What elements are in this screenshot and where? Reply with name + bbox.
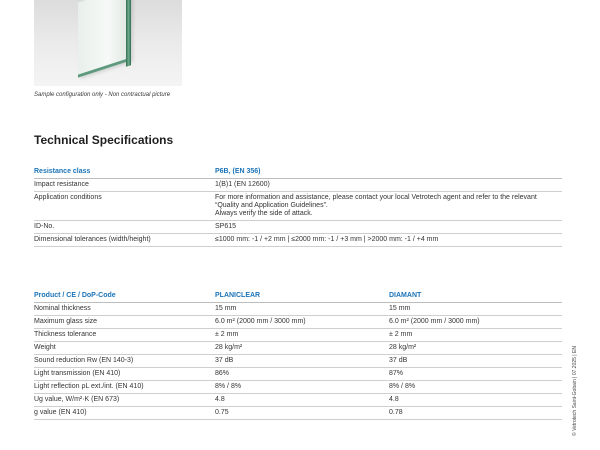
row-value-planiclear: 37 dB — [215, 355, 389, 368]
row-value-diamant: 15 mm — [389, 303, 562, 316]
resistance-spec-table — [34, 166, 562, 247]
row-label: Nominal thickness — [34, 303, 215, 316]
footer-copyright-note: © Vetrotech Saint-Gobain | 07.2025 | EN — [572, 346, 578, 436]
table-row — [34, 368, 562, 381]
header-cell: Product / CE / DoP-Code — [34, 290, 215, 303]
row-value-diamant: 28 kg/m² — [389, 342, 562, 355]
product-image — [34, 0, 182, 86]
row-value: SP615 — [215, 221, 562, 234]
header-cell: DIAMANT — [389, 290, 562, 303]
row-label: Light transmission (EN 410) — [34, 368, 215, 381]
row-value-planiclear: 86% — [215, 368, 389, 381]
table-header-row — [34, 166, 562, 179]
row-label: Dimensional tolerances (width/height) — [34, 234, 215, 247]
row-value-planiclear: 15 mm — [215, 303, 389, 316]
table-row — [34, 394, 562, 407]
row-label: Application conditions — [34, 192, 215, 221]
product-spec-table — [34, 290, 562, 420]
row-value-planiclear: ± 2 mm — [215, 329, 389, 342]
table-row — [34, 221, 562, 234]
row-value-planiclear: 28 kg/m² — [215, 342, 389, 355]
row-label: Light reflection ρL ext./int. (EN 410) — [34, 381, 215, 394]
row-label: Weight — [34, 342, 215, 355]
row-value-planiclear: 6.0 m² (2000 mm / 3000 mm) — [215, 316, 389, 329]
row-value-diamant: 6.0 m² (2000 mm / 3000 mm) — [389, 316, 562, 329]
header-cell: PLANICLEAR — [215, 290, 389, 303]
table-row — [34, 234, 562, 247]
table-row — [34, 179, 562, 192]
image-caption: Sample configuration only - Non contractual picture — [34, 92, 171, 98]
row-value-planiclear: 8% / 8% — [215, 381, 389, 394]
header-cell: Resistance class — [34, 166, 215, 179]
table-row — [34, 192, 562, 221]
row-value: For more information and assistance, please contact your local Vetrotech agent and refer to the relevant “Quality and Application Guidelines”. Always verify the side of attack. — [215, 192, 562, 221]
table-row — [34, 407, 562, 420]
row-label: Ug value, W/m²·K (EN 673) — [34, 394, 215, 407]
row-value-diamant: 37 dB — [389, 355, 562, 368]
table-row — [34, 342, 562, 355]
section-title: Technical Specifications — [34, 133, 174, 147]
row-value: 1(B)1 (EN 12600) — [215, 179, 562, 192]
row-label: Maximum glass size — [34, 316, 215, 329]
row-label: Impact resistance — [34, 179, 215, 192]
table-row — [34, 355, 562, 368]
row-label: Sound reduction Rw (EN 140-3) — [34, 355, 215, 368]
table-row — [34, 303, 562, 316]
row-value-diamant: 8% / 8% — [389, 381, 562, 394]
row-value-diamant: 0.78 — [389, 407, 562, 420]
table-row — [34, 329, 562, 342]
row-label: g value (EN 410) — [34, 407, 215, 420]
table-header-row — [34, 290, 562, 303]
row-label: ID-No. — [34, 221, 215, 234]
row-value-planiclear: 4.8 — [215, 394, 389, 407]
row-value-planiclear: 0.75 — [215, 407, 389, 420]
table-row — [34, 381, 562, 394]
glass-pane-illustration — [78, 0, 131, 78]
row-value: ≤1000 mm: -1 / +2 mm | ≤2000 mm: -1 / +3 mm | >2000 mm: -1 / +4 mm — [215, 234, 562, 247]
row-value-diamant: 4.8 — [389, 394, 562, 407]
glass-edge-illustration — [126, 0, 131, 67]
header-cell: P6B, (EN 356) — [215, 166, 562, 179]
row-label: Thickness tolerance — [34, 329, 215, 342]
row-value-diamant: 87% — [389, 368, 562, 381]
table-row — [34, 316, 562, 329]
row-value-diamant: ± 2 mm — [389, 329, 562, 342]
